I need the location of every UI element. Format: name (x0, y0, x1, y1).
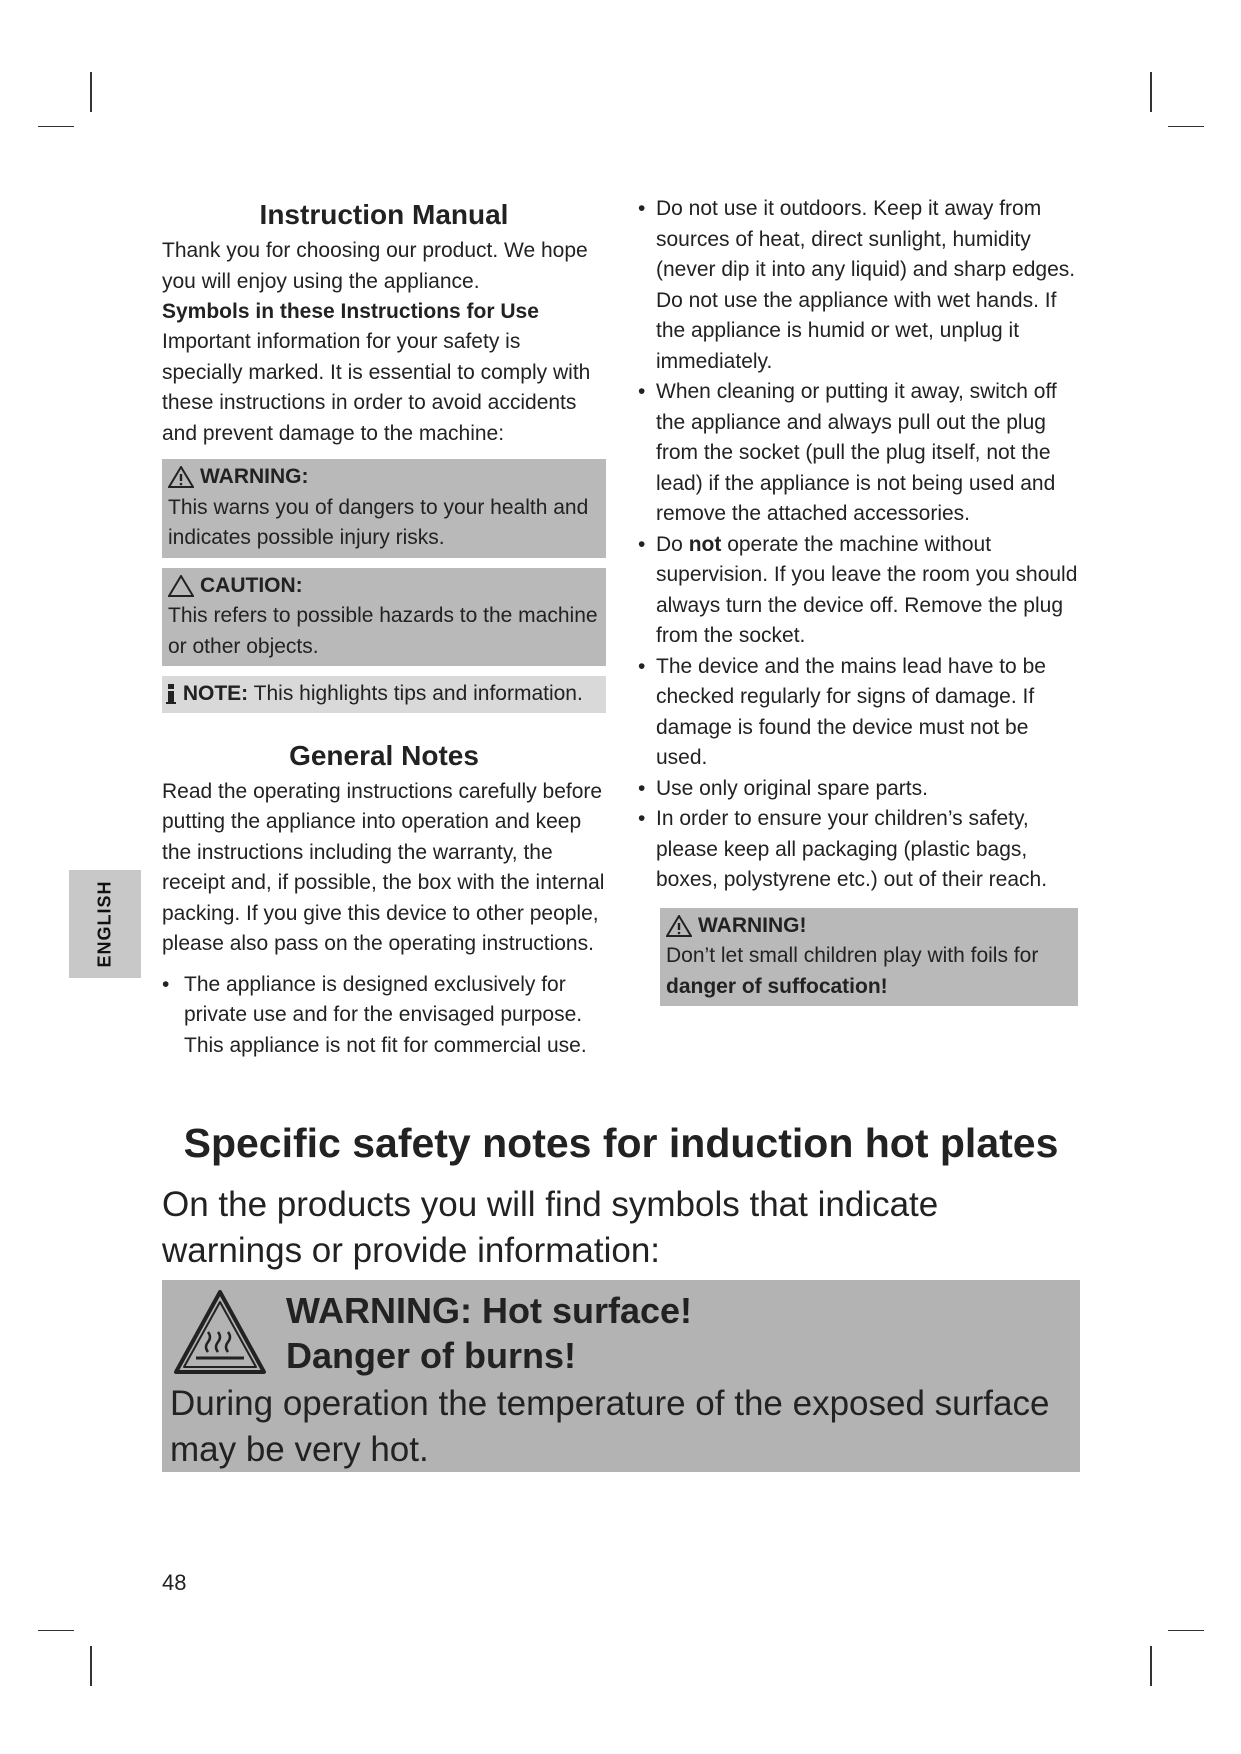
suffocation-warning-pre: Don’t let small children play with foils for (666, 944, 1039, 967)
intro-text: Thank you for choosing our product. We hope you will enjoy using the appliance. (162, 239, 588, 293)
supervision-pre: Do (656, 532, 683, 556)
left-column (162, 198, 606, 1061)
warning-triangle-icon (666, 915, 692, 937)
crop-mark (1168, 126, 1204, 127)
suffocation-warning-bold: danger of suffocation! (666, 974, 888, 998)
warning-box (162, 459, 606, 558)
supervision-bold: not (688, 532, 722, 556)
crop-mark (38, 126, 74, 127)
specific-safety-intro: On the products you will find symbols that indicate warnings or provide information: (162, 1185, 939, 1270)
suffocation-warning-header (666, 911, 1072, 942)
list-item-supervision (638, 530, 1078, 652)
crop-mark (90, 1646, 92, 1686)
supervision-post: operate the machine without supervision. If you leave the room you should always turn the device off. Remove the plug from the socket. (656, 532, 1078, 647)
left-bullet-list (162, 970, 606, 1062)
page-number: 48 (162, 1570, 187, 1595)
note-box (162, 676, 606, 713)
right-column (638, 194, 1078, 1006)
symbols-heading: Symbols in these Instructions for Use (162, 300, 539, 323)
right-bullet-list (638, 194, 1078, 896)
hot-surface-text: During operation the temperature of the exposed surface may be very hot. (170, 1384, 1050, 1469)
caution-triangle-icon (168, 575, 194, 597)
warning-triangle-icon (168, 466, 194, 488)
list-item: • In order to ensure your children’s safety, please keep all packaging (plastic bags, boxes, polystyrene etc.) out of their reach. (638, 804, 1078, 896)
general-notes-text: Read the operating instructions carefully before putting the appliance into operation and keep the instructions including the warranty, the receipt and, if possible, the box with the internal packing. If you give this device to other people, please also pass on the operating instructions. (162, 779, 605, 955)
warning-box-header (168, 462, 600, 493)
specific-safety-title: Specific safety notes for induction hot plates (183, 1120, 1059, 1166)
list-item: • Use only original spare parts. (638, 774, 1078, 805)
crop-mark (1150, 72, 1152, 112)
warning-label: WARNING: (200, 465, 309, 488)
instruction-manual-title: Instruction Manual (259, 199, 509, 230)
crop-mark (38, 1630, 74, 1631)
hot-surface-line2: Danger of burns! (286, 1335, 577, 1376)
list-item: • Do not use it outdoors. Keep it away from sources of heat, direct sunlight, humidity (never dip it into any liquid) and sharp edges. Do not use the appliance with wet hands. If the appliance is humid or wet, unplug it immediately. (638, 194, 1078, 377)
caution-text: This refers to possible hazards to the machine or other objects. (168, 604, 598, 658)
list-item: • When cleaning or putting it away, switch off the appliance and always pull out the plug from the socket (pull the plug itself, not the lead) if the appliance is not being used and remove the attached accessories. (638, 377, 1078, 530)
caution-box (162, 568, 606, 667)
suffocation-warning-label: WARNING! (698, 913, 807, 937)
caution-label: CAUTION: (200, 573, 303, 597)
caution-box-header (168, 571, 600, 602)
hot-surface-icon (172, 1288, 268, 1378)
symbols-text: Important information for your safety is specially marked. It is essential to comply with these instructions in order to avoid accidents and prevent damage to the machine: (162, 330, 591, 445)
list-item: • The appliance is designed exclusively for private use and for the envisaged purpose. This appliance is not fit for commercial use. (162, 970, 606, 1062)
hot-surface-warning-box (162, 1280, 1080, 1472)
hot-surface-heading (286, 1288, 692, 1378)
crop-mark (1150, 1646, 1152, 1686)
suffocation-warning-text (666, 941, 1072, 1002)
hot-surface-line1: WARNING: Hot surface! (286, 1290, 693, 1331)
language-tab-label: ENGLISH (94, 880, 115, 968)
warning-text: This warns you of dangers to your health and indicates possible injury risks. (168, 495, 589, 549)
suffocation-warning-box (660, 908, 1078, 1007)
language-tab (69, 870, 141, 978)
crop-mark (1168, 1630, 1204, 1631)
note-text: This highlights tips and information. (253, 682, 583, 705)
general-notes-title: General Notes (289, 739, 479, 771)
list-item: • The device and the mains lead have to be checked regularly for signs of damage. If damage is found the device must not be used. (638, 652, 1078, 774)
note-label: NOTE: (182, 682, 249, 705)
crop-mark (90, 72, 92, 112)
info-icon (165, 683, 177, 705)
